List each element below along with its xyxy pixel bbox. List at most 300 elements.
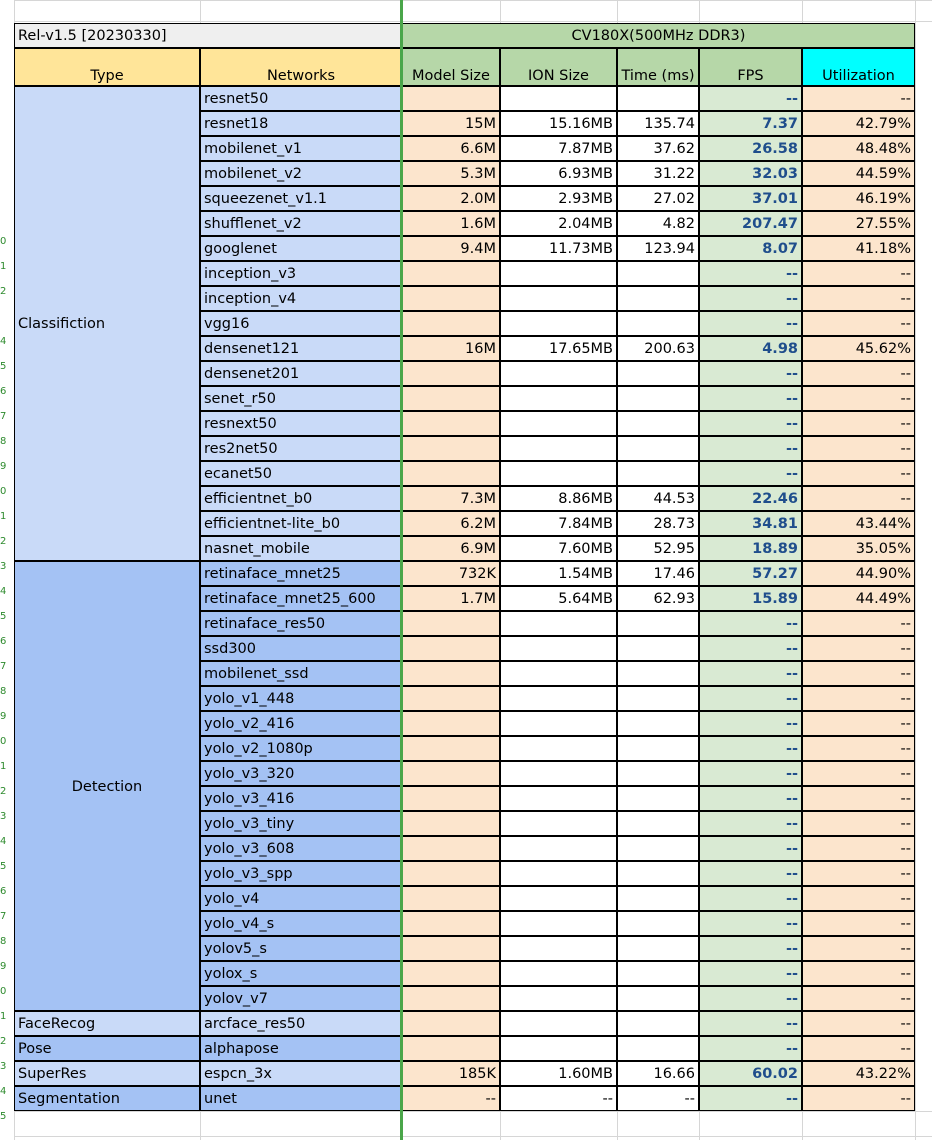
- row-number[interactable]: 9: [0, 961, 7, 972]
- network-name[interactable]: yolo_v4: [200, 886, 402, 911]
- utilization-cell[interactable]: --: [802, 361, 915, 386]
- ion-size-cell[interactable]: [500, 936, 617, 961]
- fps-cell[interactable]: --: [699, 461, 802, 486]
- network-name[interactable]: unet: [200, 1086, 402, 1111]
- row-number[interactable]: 3: [0, 1061, 7, 1072]
- network-name[interactable]: arcface_res50: [200, 1011, 402, 1036]
- fps-cell[interactable]: --: [699, 411, 802, 436]
- utilization-cell[interactable]: 43.44%: [802, 511, 915, 536]
- model-size-cell[interactable]: [402, 961, 500, 986]
- time-cell[interactable]: [617, 686, 699, 711]
- platform-header[interactable]: CV180X(500MHz DDR3): [402, 23, 915, 48]
- header-fps[interactable]: FPS: [699, 48, 802, 86]
- time-cell[interactable]: [617, 961, 699, 986]
- ion-size-cell[interactable]: 1.60MB: [500, 1061, 617, 1086]
- time-cell[interactable]: 16.66: [617, 1061, 699, 1086]
- network-name[interactable]: mobilenet_ssd: [200, 661, 402, 686]
- row-number[interactable]: 6: [0, 886, 7, 897]
- row-number[interactable]: 5: [0, 861, 7, 872]
- network-name[interactable]: inception_v3: [200, 261, 402, 286]
- utilization-cell[interactable]: --: [802, 811, 915, 836]
- utilization-cell[interactable]: 41.18%: [802, 236, 915, 261]
- ion-size-cell[interactable]: 5.64MB: [500, 586, 617, 611]
- fps-cell[interactable]: --: [699, 386, 802, 411]
- ion-size-cell[interactable]: [500, 1036, 617, 1061]
- time-cell[interactable]: [617, 811, 699, 836]
- model-size-cell[interactable]: 16M: [402, 336, 500, 361]
- gridline: [14, 0, 932, 1]
- fps-cell[interactable]: --: [699, 1011, 802, 1036]
- time-cell[interactable]: [617, 611, 699, 636]
- utilization-cell[interactable]: --: [802, 786, 915, 811]
- time-cell[interactable]: [617, 311, 699, 336]
- network-name[interactable]: ecanet50: [200, 461, 402, 486]
- utilization-cell[interactable]: 44.59%: [802, 161, 915, 186]
- row-number[interactable]: 1: [0, 261, 7, 272]
- utilization-cell[interactable]: --: [802, 661, 915, 686]
- utilization-cell[interactable]: --: [802, 936, 915, 961]
- time-cell[interactable]: [617, 461, 699, 486]
- model-size-cell[interactable]: 15M: [402, 111, 500, 136]
- row-number[interactable]: 1: [0, 511, 7, 522]
- network-name[interactable]: efficientnet-lite_b0: [200, 511, 402, 536]
- ion-size-cell[interactable]: 15.16MB: [500, 111, 617, 136]
- network-name[interactable]: resnet18: [200, 111, 402, 136]
- model-size-cell[interactable]: 1.7M: [402, 586, 500, 611]
- time-cell[interactable]: 37.62: [617, 136, 699, 161]
- row-number[interactable]: 9: [0, 711, 7, 722]
- utilization-cell[interactable]: --: [802, 911, 915, 936]
- model-size-cell[interactable]: [402, 911, 500, 936]
- utilization-cell[interactable]: --: [802, 611, 915, 636]
- fps-cell[interactable]: --: [699, 861, 802, 886]
- fps-cell[interactable]: --: [699, 636, 802, 661]
- row-number[interactable]: 5: [0, 361, 7, 372]
- row-number[interactable]: 6: [0, 636, 7, 647]
- time-cell[interactable]: 135.74: [617, 111, 699, 136]
- time-cell[interactable]: 62.93: [617, 586, 699, 611]
- network-name[interactable]: retinaface_mnet25_600: [200, 586, 402, 611]
- row-number[interactable]: 8: [0, 436, 7, 447]
- row-number[interactable]: 2: [0, 786, 7, 797]
- network-name[interactable]: densenet121: [200, 336, 402, 361]
- model-size-cell[interactable]: [402, 986, 500, 1011]
- model-size-cell[interactable]: 2.0M: [402, 186, 500, 211]
- model-size-cell[interactable]: [402, 1011, 500, 1036]
- model-size-cell[interactable]: --: [402, 1086, 500, 1111]
- time-cell[interactable]: 52.95: [617, 536, 699, 561]
- fps-cell[interactable]: 18.89: [699, 536, 802, 561]
- network-name[interactable]: resnet50: [200, 86, 402, 111]
- network-name[interactable]: yolo_v2_416: [200, 711, 402, 736]
- ion-size-cell[interactable]: 7.60MB: [500, 536, 617, 561]
- ion-size-cell[interactable]: [500, 311, 617, 336]
- fps-cell[interactable]: 4.98: [699, 336, 802, 361]
- network-name[interactable]: yolox_s: [200, 961, 402, 986]
- ion-size-cell[interactable]: 7.84MB: [500, 511, 617, 536]
- row-number[interactable]: 6: [0, 386, 7, 397]
- time-cell[interactable]: [617, 761, 699, 786]
- fps-cell[interactable]: 34.81: [699, 511, 802, 536]
- fps-cell[interactable]: --: [699, 986, 802, 1011]
- time-cell[interactable]: [617, 1011, 699, 1036]
- header-time[interactable]: Time (ms): [617, 48, 699, 86]
- utilization-cell[interactable]: --: [802, 386, 915, 411]
- row-number[interactable]: 5: [0, 1111, 7, 1122]
- utilization-cell[interactable]: --: [802, 1086, 915, 1111]
- ion-size-cell[interactable]: 17.65MB: [500, 336, 617, 361]
- network-name[interactable]: yolo_v2_1080p: [200, 736, 402, 761]
- gridline: [14, 1136, 932, 1137]
- ion-size-cell[interactable]: --: [500, 1086, 617, 1111]
- header-utilization[interactable]: Utilization: [802, 48, 915, 86]
- model-size-cell[interactable]: [402, 636, 500, 661]
- row-number[interactable]: 9: [0, 461, 7, 472]
- fps-cell[interactable]: --: [699, 86, 802, 111]
- ion-size-cell[interactable]: [500, 711, 617, 736]
- fps-cell[interactable]: --: [699, 936, 802, 961]
- time-cell[interactable]: 17.46: [617, 561, 699, 586]
- ion-size-cell[interactable]: [500, 811, 617, 836]
- ion-size-cell[interactable]: [500, 911, 617, 936]
- fps-cell[interactable]: --: [699, 836, 802, 861]
- utilization-cell[interactable]: --: [802, 486, 915, 511]
- utilization-cell[interactable]: 45.62%: [802, 336, 915, 361]
- model-size-cell[interactable]: [402, 386, 500, 411]
- utilization-cell[interactable]: --: [802, 986, 915, 1011]
- time-cell[interactable]: [617, 886, 699, 911]
- model-size-cell[interactable]: [402, 86, 500, 111]
- time-cell[interactable]: [617, 661, 699, 686]
- fps-cell[interactable]: 8.07: [699, 236, 802, 261]
- network-name[interactable]: yolo_v4_s: [200, 911, 402, 936]
- network-name[interactable]: vgg16: [200, 311, 402, 336]
- fps-cell[interactable]: 15.89: [699, 586, 802, 611]
- time-cell[interactable]: 27.02: [617, 186, 699, 211]
- utilization-cell[interactable]: --: [802, 886, 915, 911]
- row-number[interactable]: 2: [0, 1036, 7, 1047]
- network-name[interactable]: resnext50: [200, 411, 402, 436]
- row-number[interactable]: 7: [0, 411, 7, 422]
- row-number[interactable]: 7: [0, 911, 7, 922]
- network-name[interactable]: yolov_v7: [200, 986, 402, 1011]
- model-size-cell[interactable]: [402, 261, 500, 286]
- ion-size-cell[interactable]: 6.93MB: [500, 161, 617, 186]
- model-size-cell[interactable]: [402, 711, 500, 736]
- time-cell[interactable]: 31.22: [617, 161, 699, 186]
- fps-cell[interactable]: 37.01: [699, 186, 802, 211]
- fps-cell[interactable]: --: [699, 961, 802, 986]
- utilization-cell[interactable]: --: [802, 461, 915, 486]
- model-size-cell[interactable]: [402, 661, 500, 686]
- utilization-cell[interactable]: --: [802, 86, 915, 111]
- ion-size-cell[interactable]: [500, 1011, 617, 1036]
- ion-size-cell[interactable]: 7.87MB: [500, 136, 617, 161]
- type-group[interactable]: Segmentation: [14, 1086, 200, 1111]
- time-cell[interactable]: [617, 836, 699, 861]
- time-cell[interactable]: 4.82: [617, 211, 699, 236]
- model-size-cell[interactable]: [402, 286, 500, 311]
- ion-size-cell[interactable]: [500, 986, 617, 1011]
- network-name[interactable]: inception_v4: [200, 286, 402, 311]
- ion-size-cell[interactable]: [500, 786, 617, 811]
- row-number[interactable]: 1: [0, 1011, 7, 1022]
- model-size-cell[interactable]: 185K: [402, 1061, 500, 1086]
- fps-cell[interactable]: 7.37: [699, 111, 802, 136]
- row-number[interactable]: 0: [0, 236, 7, 247]
- model-size-cell[interactable]: [402, 786, 500, 811]
- time-cell[interactable]: 123.94: [617, 236, 699, 261]
- utilization-cell[interactable]: 44.49%: [802, 586, 915, 611]
- utilization-cell[interactable]: 35.05%: [802, 536, 915, 561]
- utilization-cell[interactable]: 27.55%: [802, 211, 915, 236]
- time-cell[interactable]: [617, 86, 699, 111]
- model-size-cell[interactable]: [402, 1036, 500, 1061]
- time-cell[interactable]: [617, 411, 699, 436]
- time-cell[interactable]: [617, 436, 699, 461]
- network-name[interactable]: yolov5_s: [200, 936, 402, 961]
- utilization-cell[interactable]: --: [802, 436, 915, 461]
- row-number[interactable]: 4: [0, 586, 7, 597]
- header-ion-size[interactable]: ION Size: [500, 48, 617, 86]
- network-name[interactable]: res2net50: [200, 436, 402, 461]
- utilization-cell[interactable]: --: [802, 836, 915, 861]
- ion-size-cell[interactable]: 11.73MB: [500, 236, 617, 261]
- time-cell[interactable]: [617, 911, 699, 936]
- fps-cell[interactable]: --: [699, 436, 802, 461]
- model-size-cell[interactable]: [402, 411, 500, 436]
- time-cell[interactable]: 200.63: [617, 336, 699, 361]
- model-size-cell[interactable]: [402, 836, 500, 861]
- fps-cell[interactable]: --: [699, 911, 802, 936]
- ion-size-cell[interactable]: [500, 86, 617, 111]
- time-cell[interactable]: --: [617, 1086, 699, 1111]
- row-number[interactable]: 8: [0, 686, 7, 697]
- model-size-cell[interactable]: 5.3M: [402, 161, 500, 186]
- time-cell[interactable]: [617, 936, 699, 961]
- network-name[interactable]: yolo_v3_tiny: [200, 811, 402, 836]
- fps-cell[interactable]: --: [699, 736, 802, 761]
- model-size-cell[interactable]: [402, 861, 500, 886]
- utilization-cell[interactable]: --: [802, 286, 915, 311]
- model-size-cell[interactable]: 732K: [402, 561, 500, 586]
- model-size-cell[interactable]: 6.6M: [402, 136, 500, 161]
- ion-size-cell[interactable]: [500, 261, 617, 286]
- time-cell[interactable]: [617, 286, 699, 311]
- type-group[interactable]: SuperRes: [14, 1061, 200, 1086]
- row-number[interactable]: 1: [0, 761, 7, 772]
- fps-cell[interactable]: 22.46: [699, 486, 802, 511]
- ion-size-cell[interactable]: [500, 411, 617, 436]
- model-size-cell[interactable]: [402, 461, 500, 486]
- utilization-cell[interactable]: 46.19%: [802, 186, 915, 211]
- ion-size-cell[interactable]: [500, 611, 617, 636]
- utilization-cell[interactable]: 48.48%: [802, 136, 915, 161]
- network-name[interactable]: retinaface_res50: [200, 611, 402, 636]
- time-cell[interactable]: [617, 986, 699, 1011]
- utilization-cell[interactable]: --: [802, 736, 915, 761]
- model-size-cell[interactable]: [402, 361, 500, 386]
- utilization-cell[interactable]: --: [802, 761, 915, 786]
- gridline: [14, 1111, 932, 1112]
- fps-cell[interactable]: 32.03: [699, 161, 802, 186]
- time-cell[interactable]: [617, 636, 699, 661]
- ion-size-cell[interactable]: [500, 861, 617, 886]
- network-name[interactable]: retinaface_mnet25: [200, 561, 402, 586]
- fps-cell[interactable]: --: [699, 311, 802, 336]
- time-cell[interactable]: [617, 736, 699, 761]
- utilization-cell[interactable]: --: [802, 411, 915, 436]
- fps-cell[interactable]: --: [699, 1086, 802, 1111]
- network-name[interactable]: yolo_v1_448: [200, 686, 402, 711]
- model-size-cell[interactable]: [402, 936, 500, 961]
- network-name[interactable]: alphapose: [200, 1036, 402, 1061]
- ion-size-cell[interactable]: [500, 661, 617, 686]
- time-cell[interactable]: [617, 386, 699, 411]
- fps-cell[interactable]: --: [699, 286, 802, 311]
- row-number[interactable]: 2: [0, 536, 7, 547]
- fps-cell[interactable]: 57.27: [699, 561, 802, 586]
- model-size-cell[interactable]: 9.4M: [402, 236, 500, 261]
- utilization-cell[interactable]: --: [802, 686, 915, 711]
- model-size-cell[interactable]: [402, 311, 500, 336]
- ion-size-cell[interactable]: [500, 461, 617, 486]
- network-name[interactable]: ssd300: [200, 636, 402, 661]
- network-name[interactable]: yolo_v3_608: [200, 836, 402, 861]
- row-number[interactable]: 4: [0, 336, 7, 347]
- network-name[interactable]: espcn_3x: [200, 1061, 402, 1086]
- fps-cell[interactable]: --: [699, 261, 802, 286]
- model-size-cell[interactable]: [402, 611, 500, 636]
- type-group[interactable]: Detection: [14, 561, 200, 1011]
- header-networks[interactable]: Networks: [200, 48, 402, 86]
- network-name[interactable]: senet_r50: [200, 386, 402, 411]
- fps-cell[interactable]: --: [699, 661, 802, 686]
- model-size-cell[interactable]: [402, 886, 500, 911]
- ion-size-cell[interactable]: [500, 386, 617, 411]
- fps-cell[interactable]: --: [699, 786, 802, 811]
- utilization-cell[interactable]: 43.22%: [802, 1061, 915, 1086]
- row-number[interactable]: 5: [0, 611, 7, 622]
- utilization-cell[interactable]: --: [802, 711, 915, 736]
- network-name[interactable]: yolo_v3_416: [200, 786, 402, 811]
- utilization-cell[interactable]: --: [802, 861, 915, 886]
- fps-cell[interactable]: --: [699, 1036, 802, 1061]
- row-number[interactable]: 7: [0, 661, 7, 672]
- type-group[interactable]: Pose: [14, 1036, 200, 1061]
- fps-cell[interactable]: --: [699, 886, 802, 911]
- frozen-pane-divider[interactable]: [400, 0, 403, 1140]
- ion-size-cell[interactable]: 2.04MB: [500, 211, 617, 236]
- utilization-cell[interactable]: 44.90%: [802, 561, 915, 586]
- ion-size-cell[interactable]: [500, 736, 617, 761]
- network-name[interactable]: googlenet: [200, 236, 402, 261]
- row-number[interactable]: 3: [0, 561, 7, 572]
- row-number[interactable]: 0: [0, 986, 7, 997]
- utilization-cell[interactable]: --: [802, 311, 915, 336]
- header-type[interactable]: Type: [14, 48, 200, 86]
- fps-cell[interactable]: --: [699, 811, 802, 836]
- row-number[interactable]: 8: [0, 936, 7, 947]
- time-cell[interactable]: 28.73: [617, 511, 699, 536]
- row-number[interactable]: 0: [0, 736, 7, 747]
- model-size-cell[interactable]: 6.9M: [402, 536, 500, 561]
- time-cell[interactable]: 44.53: [617, 486, 699, 511]
- type-group[interactable]: Classifiction: [14, 86, 200, 561]
- utilization-cell[interactable]: 42.79%: [802, 111, 915, 136]
- fps-cell[interactable]: --: [699, 361, 802, 386]
- time-cell[interactable]: [617, 261, 699, 286]
- network-name[interactable]: shufflenet_v2: [200, 211, 402, 236]
- ion-size-cell[interactable]: [500, 886, 617, 911]
- utilization-cell[interactable]: --: [802, 1036, 915, 1061]
- network-name[interactable]: squeezenet_v1.1: [200, 186, 402, 211]
- utilization-cell[interactable]: --: [802, 961, 915, 986]
- ion-size-cell[interactable]: 1.54MB: [500, 561, 617, 586]
- fps-cell[interactable]: 26.58: [699, 136, 802, 161]
- model-size-cell[interactable]: [402, 436, 500, 461]
- ion-size-cell[interactable]: 8.86MB: [500, 486, 617, 511]
- ion-size-cell[interactable]: [500, 961, 617, 986]
- ion-size-cell[interactable]: [500, 286, 617, 311]
- network-name[interactable]: mobilenet_v1: [200, 136, 402, 161]
- network-name[interactable]: yolo_v3_spp: [200, 861, 402, 886]
- row-number[interactable]: 0: [0, 486, 7, 497]
- time-cell[interactable]: [617, 361, 699, 386]
- row-number[interactable]: 4: [0, 836, 7, 847]
- network-name[interactable]: nasnet_mobile: [200, 536, 402, 561]
- header-model-size[interactable]: Model Size: [402, 48, 500, 86]
- fps-cell[interactable]: --: [699, 611, 802, 636]
- network-name[interactable]: mobilenet_v2: [200, 161, 402, 186]
- fps-cell[interactable]: --: [699, 686, 802, 711]
- model-size-cell[interactable]: 1.6M: [402, 211, 500, 236]
- ion-size-cell[interactable]: [500, 636, 617, 661]
- model-size-cell[interactable]: 6.2M: [402, 511, 500, 536]
- network-name[interactable]: efficientnet_b0: [200, 486, 402, 511]
- fps-cell[interactable]: --: [699, 711, 802, 736]
- utilization-cell[interactable]: --: [802, 636, 915, 661]
- fps-cell[interactable]: 60.02: [699, 1061, 802, 1086]
- model-size-cell[interactable]: [402, 686, 500, 711]
- time-cell[interactable]: [617, 711, 699, 736]
- row-number[interactable]: 2: [0, 286, 7, 297]
- time-cell[interactable]: [617, 1036, 699, 1061]
- time-cell[interactable]: [617, 861, 699, 886]
- utilization-cell[interactable]: --: [802, 261, 915, 286]
- row-number[interactable]: 4: [0, 1086, 7, 1097]
- fps-cell[interactable]: --: [699, 761, 802, 786]
- ion-size-cell[interactable]: 2.93MB: [500, 186, 617, 211]
- ion-size-cell[interactable]: [500, 761, 617, 786]
- ion-size-cell[interactable]: [500, 836, 617, 861]
- network-name[interactable]: densenet201: [200, 361, 402, 386]
- utilization-cell[interactable]: --: [802, 1011, 915, 1036]
- type-group[interactable]: FaceRecog: [14, 1011, 200, 1036]
- ion-size-cell[interactable]: [500, 436, 617, 461]
- model-size-cell[interactable]: [402, 761, 500, 786]
- ion-size-cell[interactable]: [500, 686, 617, 711]
- model-size-cell[interactable]: [402, 811, 500, 836]
- fps-cell[interactable]: 207.47: [699, 211, 802, 236]
- release-label[interactable]: Rel-v1.5 [20230330]: [14, 23, 402, 48]
- time-cell[interactable]: [617, 786, 699, 811]
- network-name[interactable]: yolo_v3_320: [200, 761, 402, 786]
- model-size-cell[interactable]: [402, 736, 500, 761]
- ion-size-cell[interactable]: [500, 361, 617, 386]
- model-size-cell[interactable]: 7.3M: [402, 486, 500, 511]
- row-number[interactable]: 3: [0, 811, 7, 822]
